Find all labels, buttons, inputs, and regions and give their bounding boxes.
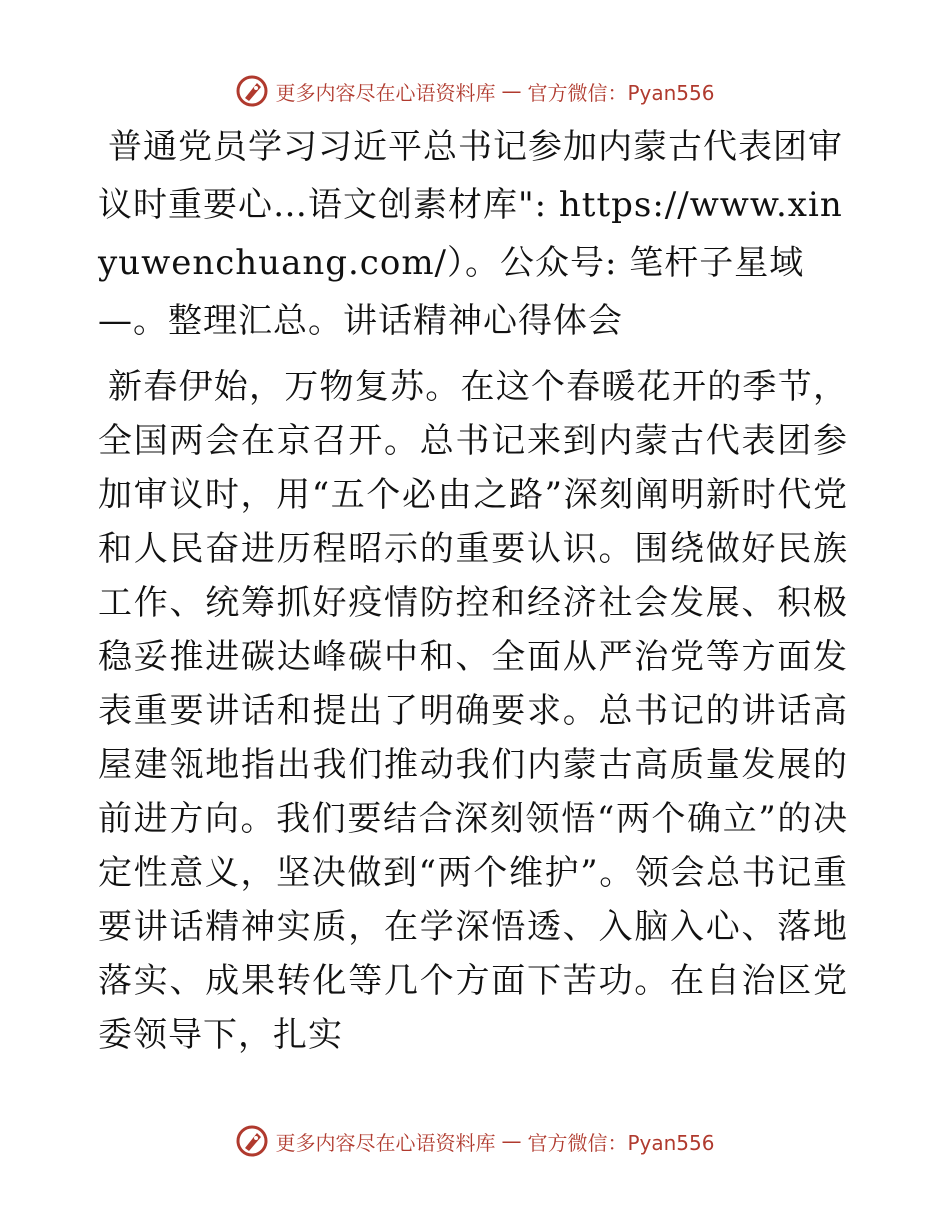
document-body xyxy=(98,118,848,1062)
document-paragraph: 新春伊始，万物复苏。在这个春暖花开的季节，全国两会在京召开。总书记来到内蒙古代表团参加审议时，用“五个必由之路”深刻阐明新时代党和人民奋进历程昭示的重要认识。围绕做好民族工作、统筹抓好疫情防控和经济社会发展、积极稳妥推进碳达峰碳中和、全面从严治党等方面发表重要讲话和提出了明确要求。总书记的讲话高屋建瓴地指出我们推动我们内蒙古高质量发展的前进方向。我们要结合深刻领悟“两个确立”的决定性意义，坚决做到“两个维护”。领会总书记重要讲话精神实质，在学深悟透、入脑入心、落地落实、成果转化等几个方面下苦功。在自治区党委领导下，扎实 xyxy=(98,367,848,1055)
pen-nib-logo-icon xyxy=(235,1124,269,1158)
banner-wechat: 官方微信：Pyan556 xyxy=(527,1130,715,1155)
footer-banner xyxy=(0,1124,950,1158)
banner-separator: — xyxy=(501,79,522,103)
banner-wechat: 官方微信：Pyan556 xyxy=(527,80,715,105)
document-title: 普通党员学习习近平总书记参加内蒙古代表团审议时重要心…语文创素材库": https://www.xinyuwenchuang.com/）。公众号: 笔杆子星域—。整理汇总。讲话精神心得体会 xyxy=(98,127,843,341)
header-banner xyxy=(0,74,950,108)
banner-text: 更多内容尽在心语资料库 xyxy=(275,1130,496,1155)
banner-separator: — xyxy=(501,1129,522,1153)
pen-nib-logo-icon xyxy=(235,74,269,108)
banner-text: 更多内容尽在心语资料库 xyxy=(275,80,496,105)
